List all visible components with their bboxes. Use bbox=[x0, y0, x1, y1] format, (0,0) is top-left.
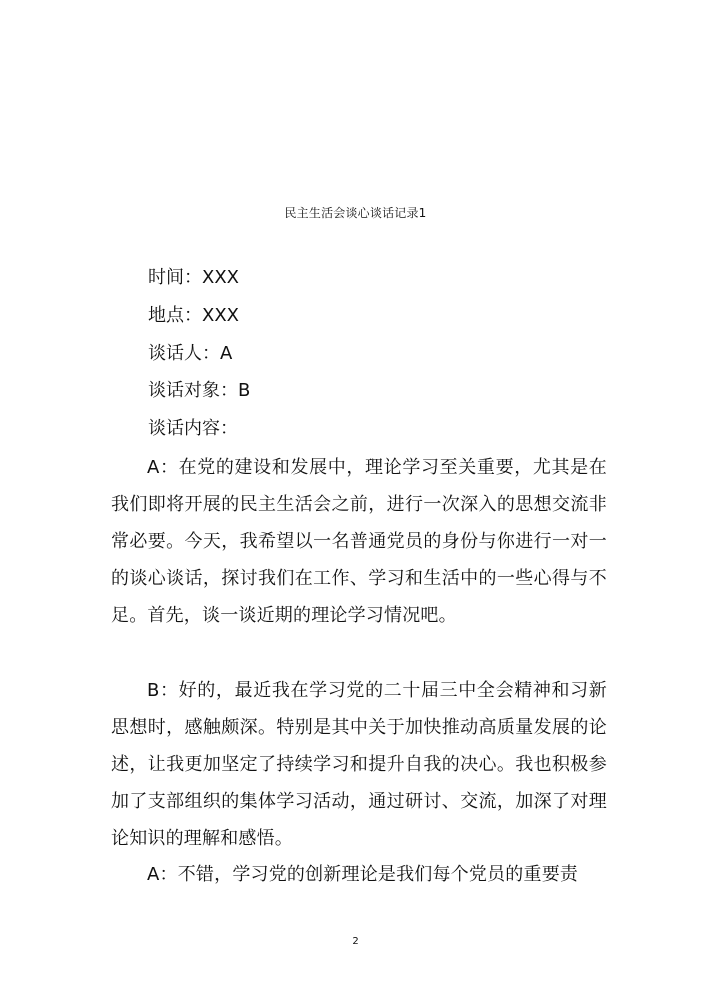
meeting-time: 时间：XXX bbox=[148, 267, 239, 288]
dialogue-b-1 bbox=[111, 672, 607, 857]
document-title: 民主生活会谈心谈话记录1 bbox=[284, 206, 427, 220]
page-number: 2 bbox=[352, 936, 359, 947]
dialogue-paragraph: B：好的，最近我在学习党的二十届三中全会精神和习新思想时，感触颇深。特别是其中关于加快推动高质量发展的论述，让我更加坚定了持续学习和提升自我的决心。我也积极参加了支部组织的集体学习活动，通过研讨、交流，加深了对理论知识的理解和感悟。 bbox=[111, 680, 607, 849]
dialogue-a-2 bbox=[111, 856, 607, 893]
meeting-location: 地点：XXX bbox=[148, 305, 239, 326]
interviewer: 谈话人：A bbox=[148, 343, 233, 364]
conversation-content-label: 谈话内容： bbox=[148, 418, 238, 439]
dialogue-a-1 bbox=[111, 449, 607, 634]
dialogue-paragraph: A：不错，学习党的创新理论是我们每个党员的重要责 bbox=[147, 864, 579, 885]
dialogue-paragraph: A：在党的建设和发展中，理论学习至关重要，尤其是在我们即将开展的民主生活会之前，进行一次深入的思想交流非常必要。今天，我希望以一名普通党员的身份与你进行一对一的谈心谈话，探讨我们在工作、学习和生活中的一些心得与不足。首先，谈一谈近期的理论学习情况吧。 bbox=[111, 457, 607, 626]
interviewee: 谈话对象：B bbox=[148, 380, 251, 401]
